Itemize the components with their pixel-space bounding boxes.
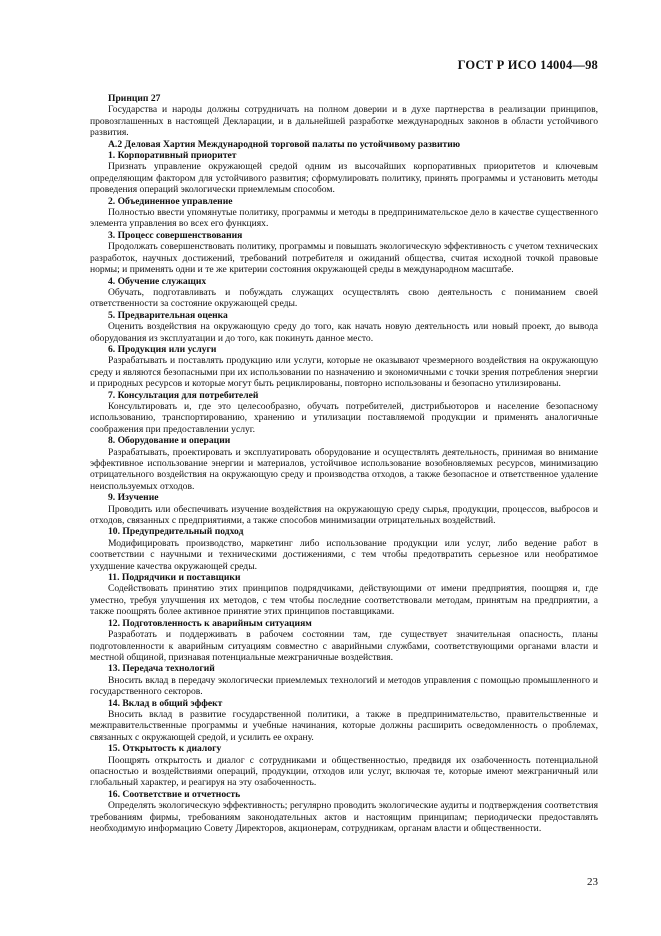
page-number: 23 xyxy=(587,876,598,888)
item-heading: 2. Объединенное управление xyxy=(108,195,233,207)
body-paragraph: Содействовать принятию этих принципов подрядчиками, действующими от имени предприятия, поощряя и, где уместно, требуя улучшения их методов, с тем чтобы последние соответствовали методам, принятым на предприятии, а также поощрять более активное принятие этих принципов поставщиками. xyxy=(90,583,598,618)
body-paragraph: Поощрять открытость и диалог с сотрудниками и общественностью, предвидя их озабоченность потенциальной опасностью и воздействиями операций, продукции, отходов или услуг, включая те, которые имеют межграничный или глобальный характер, и реагируя на эту озабоченность. xyxy=(90,754,598,789)
principle-heading: Принцип 27 xyxy=(108,93,161,104)
item-heading: 14. Вклад в общий эффект xyxy=(108,697,223,709)
body-paragraph: Консультировать и, где это целесообразно, обучать потребителей, дистрибьюторов и население безопасному использованию, транспортированию, хранению и утилизации поставляемой продукции и применять аналогичные соображения при предоставлении услуг. xyxy=(90,400,598,435)
item-heading: 7. Консультация для потребителей xyxy=(108,389,259,401)
item-heading: 6. Продукция или услуги xyxy=(108,343,217,355)
item-heading: 4. Обучение служащих xyxy=(108,275,207,287)
body-paragraph: Продолжать совершенствовать политику, программы и повышать экологическую эффективность с учетом технических разработок, научных достижений, требований потребителя и ожиданий общества, считая исходной точкой правовые нормы; и применять одни и те же критерии состояния окружающей среды в международном масштабе. xyxy=(90,241,598,276)
item-heading: 5. Предварительная оценка xyxy=(108,309,228,321)
item-heading: 8. Оборудование и операции xyxy=(108,435,231,447)
body-paragraph: Модифицировать производство, маркетинг либо использование продукции или услуг, либо ведение работ в соответствии с научными и техническими достижениями, с тем чтобы предотвратить серьезное или необратимое ухудшение качества окружающей среды. xyxy=(90,537,598,572)
body-paragraph: Оценить воздействия на окружающую среду до того, как начать новую деятельность или новый проект, до вывода оборудования из эксплуатации и до того, как покинуть данное место. xyxy=(90,321,598,344)
item-heading: 15. Открытость к диалогу xyxy=(108,743,222,755)
item-heading: 13. Передача технологий xyxy=(108,663,215,675)
item-heading: 3. Процесс совершенствования xyxy=(108,229,243,241)
item-heading: 10. Предупредительный подход xyxy=(108,526,244,538)
body-paragraph: Обучать, подготавливать и побуждать служащих осуществлять свою деятельность с пониманием своей ответственности за состояние окружающей среды. xyxy=(90,286,598,310)
item-heading: 12. Подготовленность к аварийным ситуациям xyxy=(108,617,312,629)
body-paragraph: Признать управление окружающей средой одним из высочайших корпоративных приоритетов и ключевым определяющим фактором для устойчивого развития; сформулировать политику, принять программы и установить методы проведения операций экологически приемлемым способом. xyxy=(90,161,598,196)
section-heading: А.2 Деловая Хартия Международной торговой палаты по устойчивому развитию xyxy=(108,138,461,150)
body-paragraph: Вносить вклад в развитие государственной политики, а также в предпринимательство, правительственные и межправительственные программы и учебные начинания, которые должны расширить осведомленность о проблемах, связанных с окружающей средой, и усилить ее охрану. xyxy=(90,708,598,743)
document-body xyxy=(90,93,598,834)
body-paragraph: Разрабатывать, проектировать и эксплуатировать оборудование и осуществлять деятельность, принимая во внимание эффективное использование энергии и материалов, устойчивое использование возобновляемых ресурсов, минимизацию отрицательного воздействия на окружающую среду и производства отходов, а также безопасное и ответственное удаление неиспользуемых отходов. xyxy=(90,446,598,492)
document-header: ГОСТ Р ИСО 14004—98 xyxy=(457,58,598,72)
body-paragraph: Полностью ввести упомянутые политику, программы и методы в предпринимательское дело в качестве существенного элемента управления во всех его функциях. xyxy=(90,207,598,230)
item-heading: 9. Изучение xyxy=(108,492,159,504)
item-heading: 1. Корпоративный приоритет xyxy=(108,150,237,162)
body-paragraph: Разрабатывать и поставлять продукцию или услуги, которые не оказывают чрезмерного воздействия на окружающую среду и являются безопасными при их использовании по назначению и экономичными с точки зрения потребления энергии и природных ресурсов и которые могут быть рециклированы, повторно использованы и безопасно утилизированы. xyxy=(90,355,598,390)
body-paragraph: Определять экологическую эффективность; регулярно проводить экологические аудиты и подтверждения соответствия требованиям фирмы, требованиям законодательных актов и настоящим принципам; периодически предоставлять необходимую информацию Совету Директоров, акционерам, сотрудникам, органам власти и общественности. xyxy=(90,800,598,834)
item-heading: 16. Соответствие и отчетность xyxy=(108,788,241,800)
body-paragraph: Вносить вклад в передачу экологически приемлемых технологий и методов управления с помощью промышленного и государственного секторов. xyxy=(90,674,598,698)
body-paragraph: Государства и народы должны сотрудничать на полном доверии и в духе партнерства в реализации принципов, провозглашенных в настоящей Декларации, и в дальнейшей разработке международных законов в области устойчивого развития. xyxy=(90,104,598,139)
body-paragraph: Проводить или обеспечивать изучение воздействия на окружающую среду сырья, продукции, процессов, выбросов и отходов, связанных с предприятиями, а также способов минимизации отрицательных воздействий. xyxy=(90,503,598,527)
item-heading: 11. Подрядчики и поставщики xyxy=(108,572,241,584)
body-paragraph: Разработать и поддерживать в рабочем состоянии там, где существует значительная опасность, планы подготовленности к аварийным ситуациям совместно с аварийными службами, соответствующими органами власти и местной общиной, признавая потенциальные межграничные воздействия. xyxy=(90,629,598,663)
